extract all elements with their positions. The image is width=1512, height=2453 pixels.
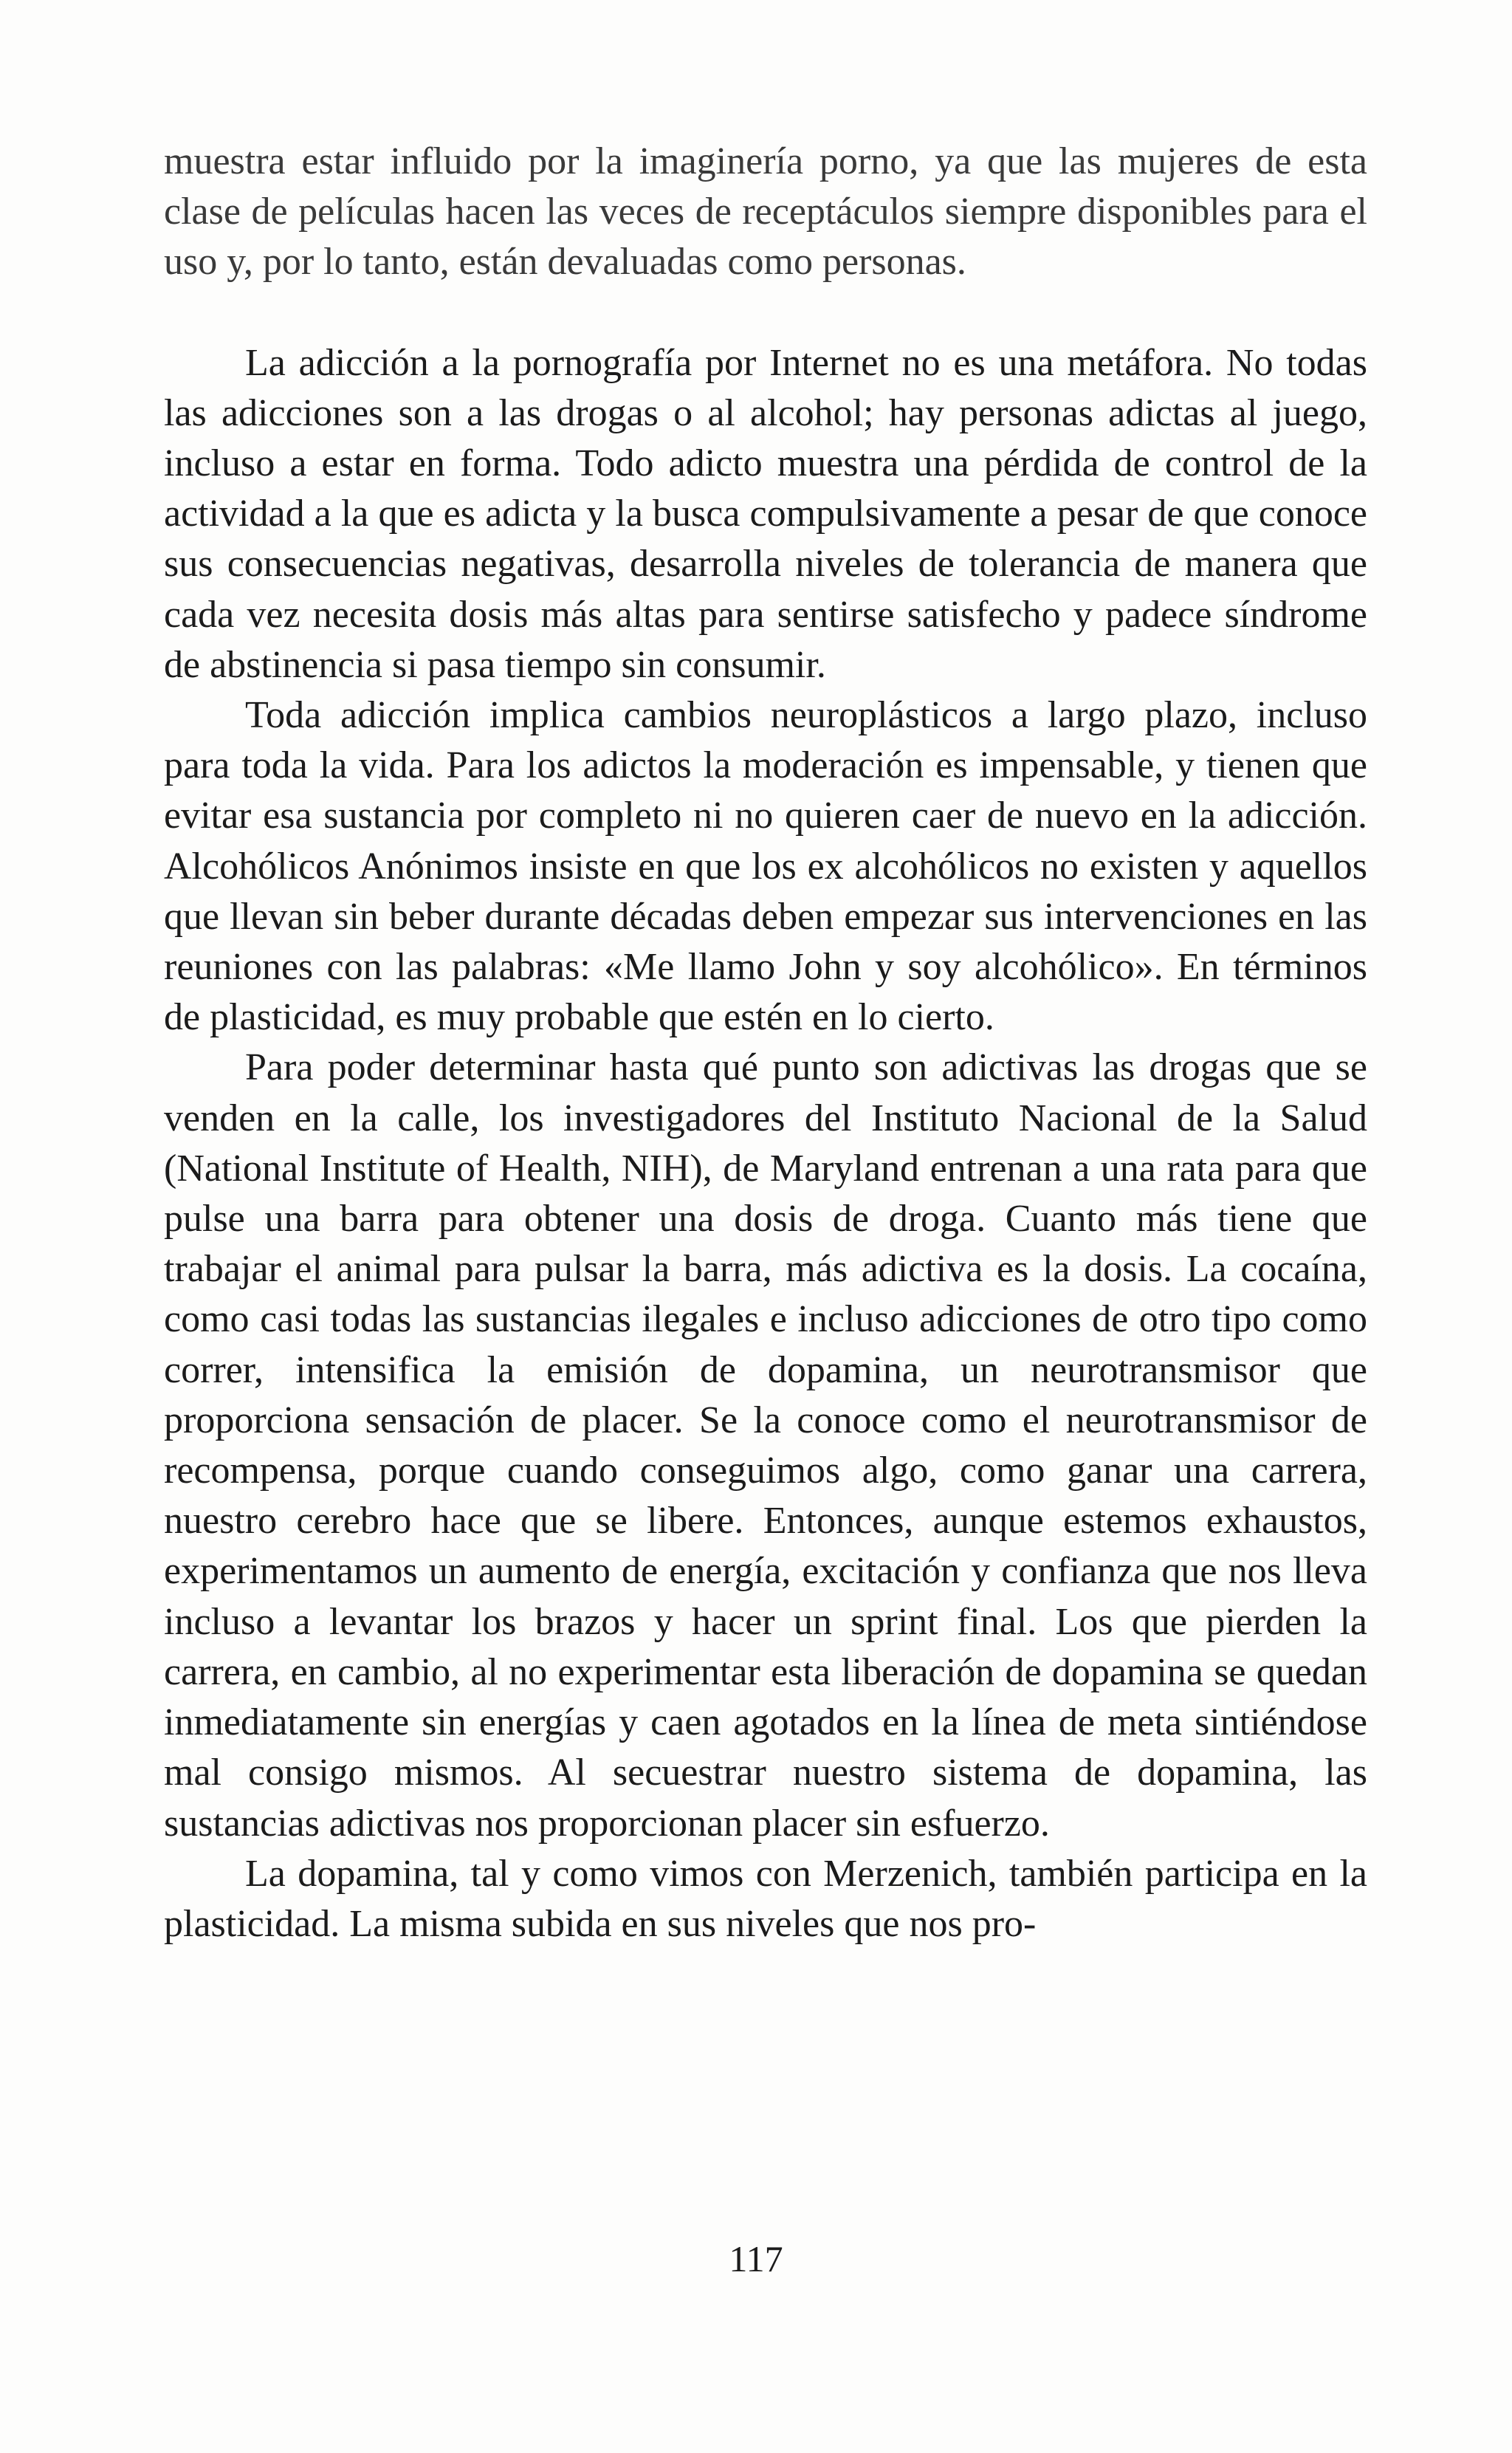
paragraph-addiction-metaphor: La adicción a la pornografía por Internet no es una metáfora. No todas las adicciones son a las drogas o al alcohol; hay personas adictas al juego, incluso a estar en forma. Todo adicto muestra una pérdida de control de la actividad a la que es adicta y la busca compulsivamente a pesar de que conoce sus consecuencias negativas, desarrolla niveles de tolerancia de manera que cada vez necesita dosis más altas para sentirse satisfecho y padece síndrome de abstinencia si pasa tiempo sin consumir. [164,341,1367,686]
page-number: 117 [729,2238,783,2279]
body-text [164,137,1367,1949]
paragraph-neuroplastic-changes: Toda adicción implica cambios neuroplásticos a largo plazo, incluso para toda la vida. Para los adictos la moderación es impensable, y tienen que evitar esa sustancia por completo ni no quieren caer de nuevo en la adicción. Alcohólicos Anónimos insiste en que los ex alcohólicos no existen y aquellos que llevan sin beber durante décadas deben empezar sus intervenciones en las reuniones con las palabras: «Me llamo John y soy alcohólico». En términos de plasticidad, es muy probable que estén en lo cierto. [164,694,1367,1039]
paragraph-continuation: muestra estar influido por la imaginería porno, ya que las mujeres de esta clase de películas hacen las veces de receptáculos siempre disponibles para el uso y, por lo tanto, están devaluadas como personas. [164,140,1367,284]
paragraph-nih-rat-study: Para poder determinar hasta qué punto son adictivas las drogas que se venden en la calle, los investigadores del Instituto Nacional de la Salud (National Institute of Health, NIH), de Maryland entrenan a una rata para que pulse una barra para obtener una dosis de droga. Cuanto más tiene que trabajar el animal para pulsar la barra, más adictiva es la dosis. La cocaína, como casi todas las sustancias ilegales e incluso adicciones de otro tipo como correr, intensifica la emisión de dopamina, un neurotransmisor que proporciona sensación de placer. Se la conoce como el neurotransmisor de recompensa, porque cuando conseguimos algo, como ganar una carrera, nuestro cerebro hace que se libere. Entonces, aunque estemos exhaustos, experimentamos un aumento de energía, excitación y confianza que nos lleva incluso a levantar los brazos y hacer un sprint final. Los que pierden la carrera, en cambio, al no experimentar esta liberación de dopamina se quedan inmediatamente sin energías y caen agotados en la línea de meta sintiéndose mal consigo mismos. Al secuestrar nuestro sistema de dopamina, las sustancias adictivas nos proporcionan placer sin esfuerzo. [164,1046,1367,1845]
paragraph-dopamine-plasticity: La dopamina, tal y como vimos con Merzenich, también participa en la plasticidad. La misma subida en sus niveles que nos pro- [164,1852,1367,1945]
